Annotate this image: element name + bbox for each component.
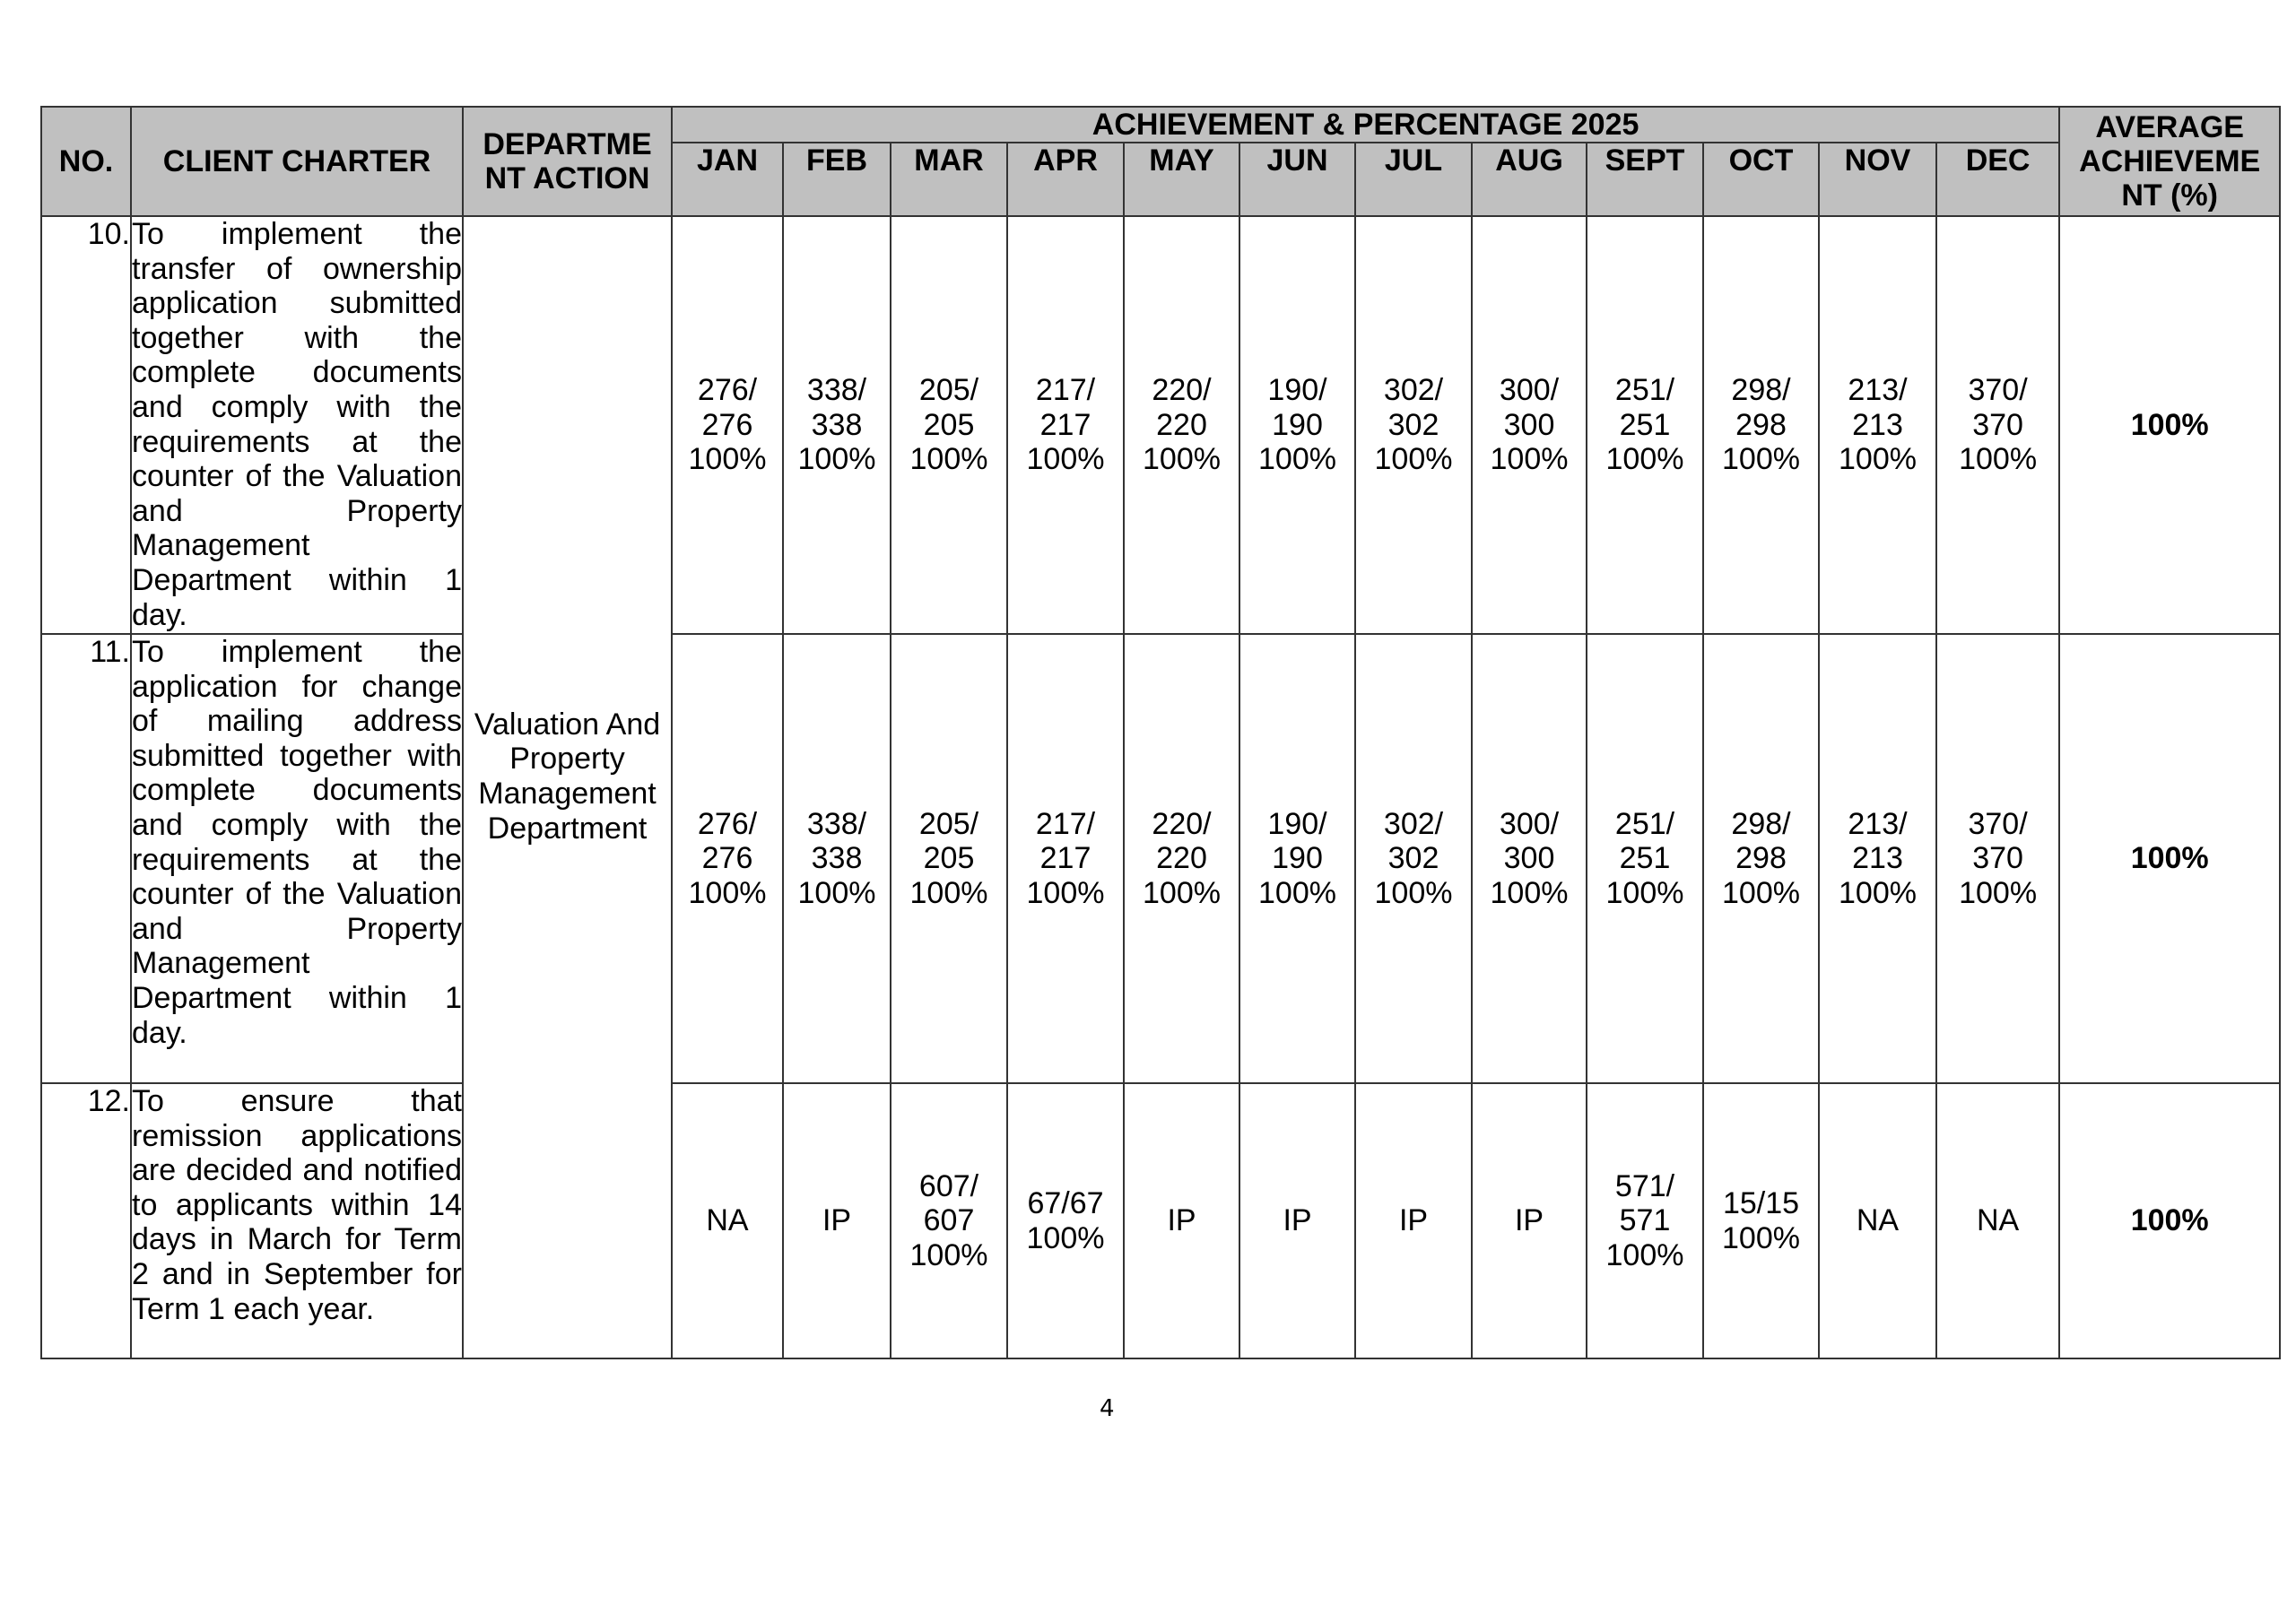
month-value-line: 100% [909, 442, 988, 477]
month-value-line: 338/ [806, 373, 867, 408]
month-value-line: 100% [1143, 875, 1221, 910]
month-value-line: 100% [1026, 1220, 1105, 1255]
month-value-line: 298/ [1731, 806, 1791, 841]
month-value-line: NA [1976, 1203, 2020, 1238]
month-value-line: NA [706, 1203, 749, 1238]
month-value-line: 300 [1503, 407, 1555, 442]
month-value-line: 370 [1972, 841, 2023, 876]
header-month-jan: JAN [672, 143, 783, 216]
month-value-apr [1007, 1083, 1124, 1358]
month-value-feb [783, 216, 891, 634]
header-month-apr: APR [1007, 143, 1124, 216]
month-value-line: 100% [1722, 875, 1800, 910]
page-number: 4 [1100, 1395, 1115, 1422]
month-value-line: 205 [923, 407, 975, 442]
month-value-line: 251 [1619, 407, 1671, 442]
month-value-line: 100% [1722, 1220, 1800, 1255]
month-value-line: 100% [1374, 442, 1453, 477]
header-month-oct: OCT [1703, 143, 1819, 216]
month-value-line: 607 [923, 1203, 975, 1238]
month-value-line: IP [1283, 1203, 1312, 1238]
month-value-line: 276/ [697, 373, 758, 408]
month-value-dec [1936, 634, 2059, 1083]
month-value-jul [1355, 1083, 1472, 1358]
header-month-feb: FEB [783, 143, 891, 216]
month-value-line: 67/67 [1027, 1185, 1104, 1220]
header-month-dec: DEC [1936, 143, 2059, 216]
month-value-line: 100% [1605, 442, 1684, 477]
month-value-line: 100% [1490, 442, 1569, 477]
month-value-line: 15/15 [1722, 1185, 1800, 1220]
month-value-line: 100% [1605, 1237, 1684, 1272]
header-month-sept: SEPT [1587, 143, 1703, 216]
month-value-line: 338/ [806, 806, 867, 841]
average-achievement: 100% [2059, 634, 2280, 1083]
month-value-line: 100% [1490, 875, 1569, 910]
month-value-mar [891, 216, 1007, 634]
month-value-sept [1587, 216, 1703, 634]
month-value-line: IP [1398, 1203, 1429, 1238]
month-value-line: 300/ [1499, 806, 1560, 841]
department-name: Valuation And Property Management Department [474, 707, 661, 846]
month-value-dec [1936, 1083, 2059, 1358]
month-value-aug [1472, 1083, 1587, 1358]
month-value-oct [1703, 1083, 1819, 1358]
month-value-line: 100% [1026, 442, 1105, 477]
month-value-mar [891, 634, 1007, 1083]
average-achievement: 100% [2059, 1083, 2280, 1358]
month-value-line: 220 [1156, 407, 1207, 442]
month-value-jun [1239, 634, 1355, 1083]
month-value-line: 190 [1272, 407, 1323, 442]
header-month-mar: MAR [891, 143, 1007, 216]
month-value-line: 190 [1272, 841, 1323, 876]
month-value-line: 276/ [697, 806, 758, 841]
header-department-action-text: DEPARTME NT ACTION [483, 127, 652, 195]
month-value-sept [1587, 1083, 1703, 1358]
month-value-line: 276 [701, 841, 753, 876]
month-value-dec [1936, 216, 2059, 634]
month-value-line: 251/ [1614, 806, 1675, 841]
month-value-line: 100% [688, 442, 767, 477]
month-value-feb [783, 634, 891, 1083]
month-value-line: 100% [909, 1237, 988, 1272]
header-client-charter: CLIENT CHARTER [131, 107, 463, 216]
month-value-line: 300 [1503, 841, 1555, 876]
month-value-line: 298/ [1731, 373, 1791, 408]
month-value-jan [672, 1083, 783, 1358]
row-number: 11. [41, 634, 131, 1083]
month-value-line: 302/ [1383, 373, 1444, 408]
header-department-action [463, 107, 672, 216]
month-value-line: 205/ [918, 806, 979, 841]
month-value-may [1124, 1083, 1239, 1358]
month-value-line: 100% [1959, 442, 2038, 477]
month-value-line: 338 [811, 407, 863, 442]
month-value-line: 217 [1039, 841, 1091, 876]
month-value-line: 298 [1735, 407, 1787, 442]
month-value-line: 213 [1852, 841, 1903, 876]
month-value-line: 607/ [918, 1168, 979, 1203]
department-action-cell [463, 216, 672, 1358]
month-value-line: IP [1514, 1203, 1544, 1238]
table-row [41, 1083, 2280, 1358]
average-achievement: 100% [2059, 216, 2280, 634]
month-value-may [1124, 216, 1239, 634]
month-value-line: 100% [1258, 875, 1336, 910]
header-month-aug: AUG [1472, 143, 1587, 216]
row-number: 10. [41, 216, 131, 634]
month-value-line: 100% [688, 875, 767, 910]
month-value-line: 370/ [1968, 373, 2028, 408]
table-row [41, 216, 2280, 634]
month-value-line: 100% [1605, 875, 1684, 910]
month-value-line: 217/ [1035, 373, 1096, 408]
month-value-jul [1355, 634, 1472, 1083]
month-value-jun [1239, 1083, 1355, 1358]
month-value-nov [1819, 634, 1936, 1083]
month-value-line: 302/ [1383, 806, 1444, 841]
month-value-line: 276 [701, 407, 753, 442]
month-value-may [1124, 634, 1239, 1083]
header-month-may: MAY [1124, 143, 1239, 216]
month-value-oct [1703, 634, 1819, 1083]
table-row [41, 634, 2280, 1083]
month-value-line: 213 [1852, 407, 1903, 442]
month-value-sept [1587, 634, 1703, 1083]
header-average: AVERAGE ACHIEVEME NT (%) [2059, 107, 2280, 216]
achievement-table [40, 106, 2281, 1359]
month-value-line: 100% [797, 875, 876, 910]
month-value-line: 251 [1619, 841, 1671, 876]
header-month-jun: JUN [1239, 143, 1355, 216]
table-body [41, 216, 2280, 1358]
month-value-line: 213/ [1848, 806, 1908, 841]
month-value-oct [1703, 216, 1819, 634]
month-value-line: 100% [1959, 875, 2038, 910]
month-value-line: NA [1856, 1203, 1900, 1238]
client-charter-text: To ensure that remission applications are decided and notified to applicants within 14 days in March for Term 2 and in September for Term 1 each year. [131, 1083, 463, 1358]
month-value-line: 100% [1026, 875, 1105, 910]
month-value-line: 300/ [1499, 373, 1560, 408]
month-value-mar [891, 1083, 1007, 1358]
month-value-line: 220/ [1152, 373, 1212, 408]
month-value-line: 571 [1619, 1203, 1671, 1238]
month-value-aug [1472, 216, 1587, 634]
header-month-nov: NOV [1819, 143, 1936, 216]
row-number: 12. [41, 1083, 131, 1358]
month-value-line: 100% [909, 875, 988, 910]
month-value-line: 217 [1039, 407, 1091, 442]
header-achievement-group: ACHIEVEMENT & PERCENTAGE 2025 [672, 107, 2059, 143]
month-value-line: 100% [1258, 442, 1336, 477]
month-value-line: 213/ [1848, 373, 1908, 408]
month-value-line: 100% [1143, 442, 1221, 477]
month-value-feb [783, 1083, 891, 1358]
client-charter-text: To implement the transfer of ownership application submitted together with the complete documents and comply with the requirements at the counter of the Valuation and Property Management Department within 1 day. [131, 216, 463, 634]
month-value-line: 205 [923, 841, 975, 876]
month-value-jun [1239, 216, 1355, 634]
month-value-apr [1007, 634, 1124, 1083]
month-value-line: 205/ [918, 373, 979, 408]
month-value-line: 571/ [1614, 1168, 1675, 1203]
month-value-line: 100% [1839, 875, 1917, 910]
month-value-line: 100% [797, 442, 876, 477]
month-value-nov [1819, 1083, 1936, 1358]
month-value-line: 251/ [1614, 373, 1675, 408]
month-value-line: IP [822, 1203, 852, 1238]
month-value-line: 370/ [1968, 806, 2028, 841]
month-value-line: 302 [1387, 841, 1439, 876]
month-value-line: IP [1167, 1203, 1196, 1238]
month-value-line: 190/ [1267, 373, 1327, 408]
month-value-line: 338 [811, 841, 863, 876]
header-month-jul: JUL [1355, 143, 1472, 216]
month-value-line: 370 [1972, 407, 2023, 442]
header-no: NO. [41, 107, 131, 216]
month-value-nov [1819, 216, 1936, 634]
month-value-line: 220/ [1152, 806, 1212, 841]
month-value-jan [672, 634, 783, 1083]
month-value-apr [1007, 216, 1124, 634]
month-value-line: 302 [1387, 407, 1439, 442]
month-value-jan [672, 216, 783, 634]
month-value-aug [1472, 634, 1587, 1083]
month-value-line: 100% [1839, 442, 1917, 477]
month-value-line: 100% [1374, 875, 1453, 910]
client-charter-text: To implement the application for change of mailing address submitted together with complete documents and comply with the requirements at the counter of the Valuation and Property Management Department within 1 day. [131, 634, 463, 1083]
month-value-line: 298 [1735, 841, 1787, 876]
month-value-line: 100% [1722, 442, 1800, 477]
month-value-line: 190/ [1267, 806, 1327, 841]
month-value-line: 220 [1156, 841, 1207, 876]
month-value-line: 217/ [1035, 806, 1096, 841]
month-value-jul [1355, 216, 1472, 634]
